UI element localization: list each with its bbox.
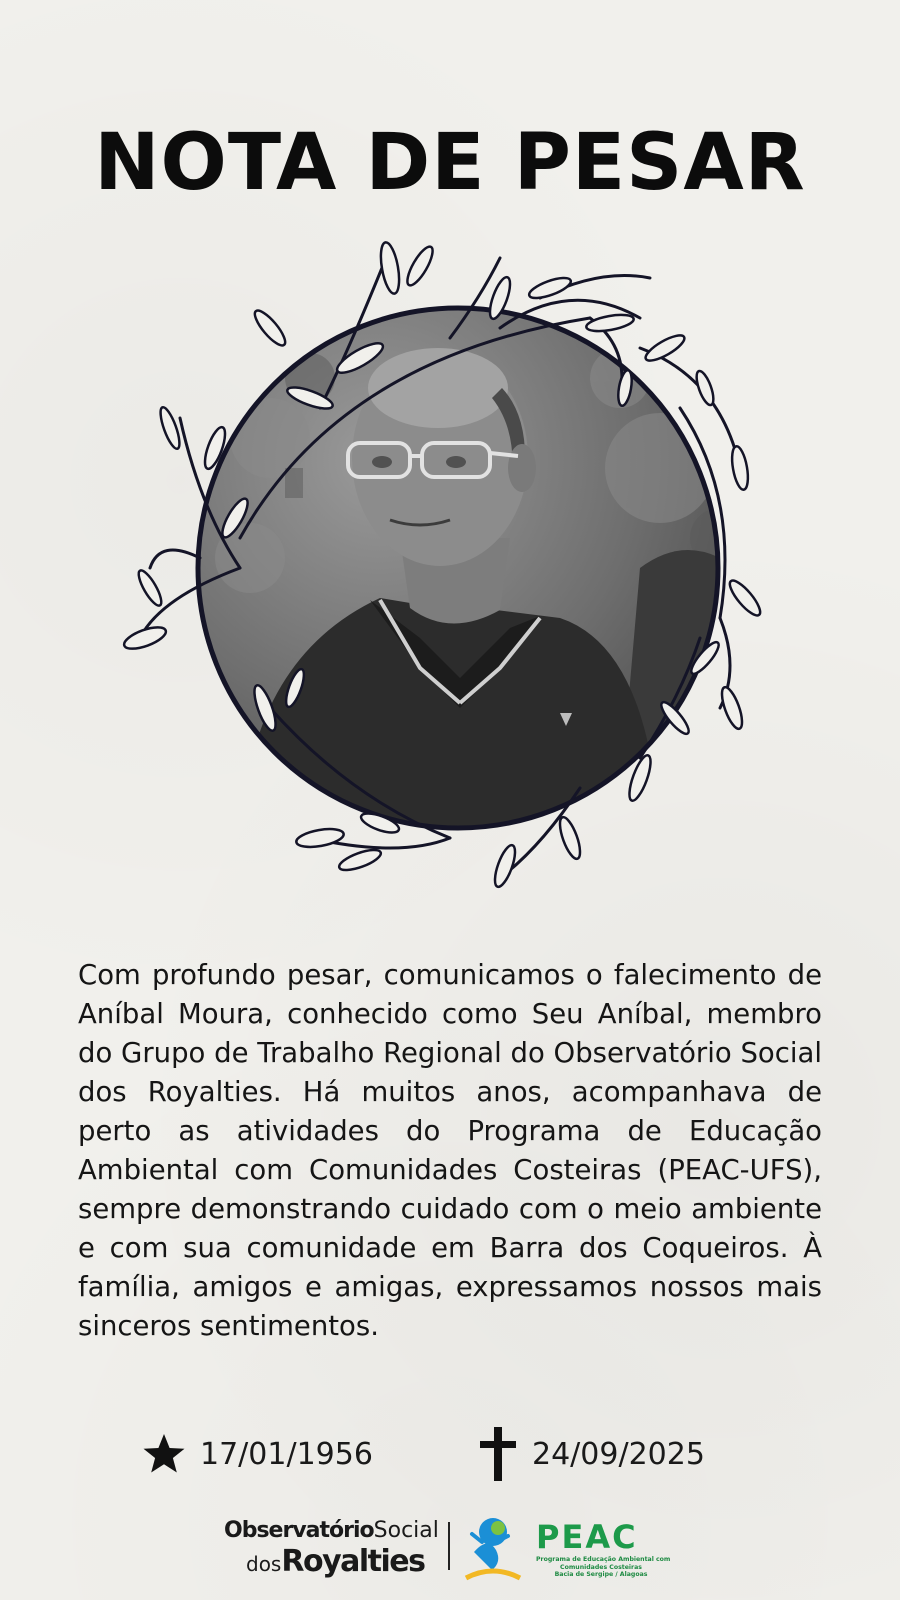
birth-date-value: 17/01/1956 xyxy=(200,1436,373,1472)
birth-date xyxy=(142,1424,373,1484)
page-title: NOTA DE PESAR xyxy=(94,118,806,208)
osr-logo-word-4: Royalties xyxy=(281,1544,425,1579)
death-date-value: 24/09/2025 xyxy=(532,1436,705,1472)
osr-logo-word-3: dos xyxy=(246,1552,282,1576)
portrait-wreath xyxy=(120,238,800,908)
cross-icon xyxy=(478,1425,518,1483)
footer-logos xyxy=(0,1512,900,1592)
portrait-photo xyxy=(190,298,750,838)
death-date xyxy=(478,1424,705,1484)
osr-logo xyxy=(224,1518,439,1579)
peac-logo-subtitle: Programa de Educação Ambiental com Comunidades Costeiras Bacia de Sergipe / Alagoas xyxy=(536,1556,671,1578)
star-icon xyxy=(142,1432,186,1476)
peac-logo-name: PEAC xyxy=(536,1518,638,1556)
osr-logo-word-1: Observatório xyxy=(224,1518,374,1543)
peac-emblem-icon xyxy=(462,1512,524,1584)
osr-logo-word-2: Social xyxy=(373,1518,439,1543)
dates-row xyxy=(0,1424,900,1484)
logo-divider xyxy=(448,1522,450,1570)
condolence-text: Com profundo pesar, comunicamos o falecimento de Aníbal Moura, conhecido como Seu Aníbal, membro do Grupo de Trabalho Regional do Observatório Social dos Royalties. Há muitos anos, acompanhava de perto as atividades do Programa de Educação Ambiental com Comunidades Costeiras (PEAC-UFS), sempre demonstrando cuidado com o meio ambiente e com sua comunidade em Barra dos Coqueiros. À família, amigos e amigas, expressamos nossos mais sinceros sentimentos. xyxy=(78,959,822,1342)
